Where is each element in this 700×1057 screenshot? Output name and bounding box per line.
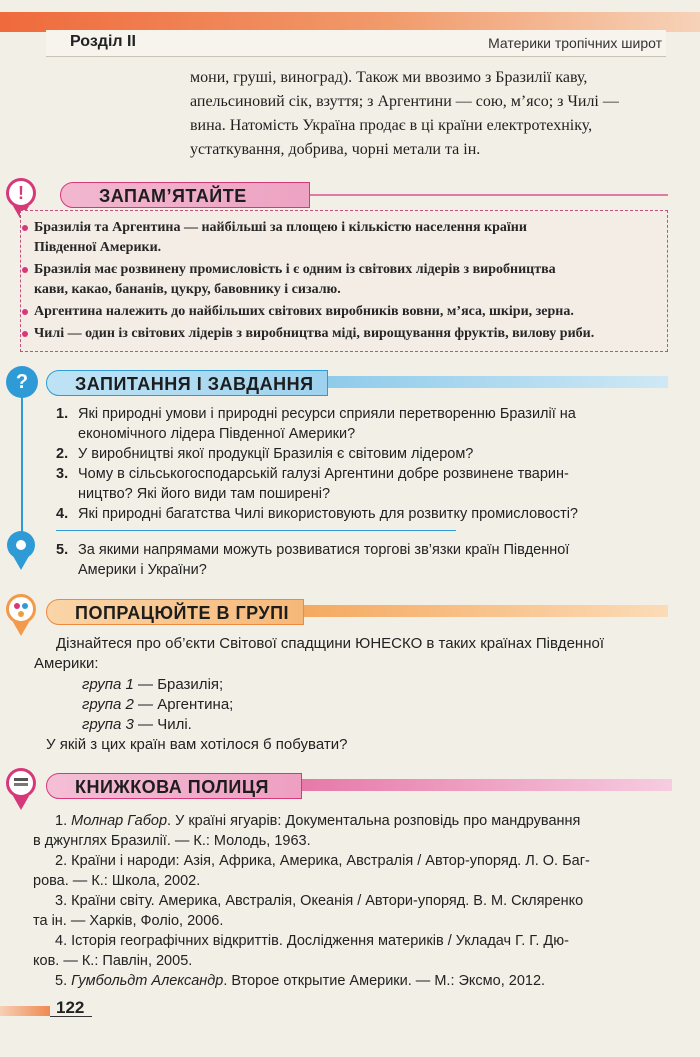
book-stack	[14, 778, 28, 781]
remember-head-line	[310, 194, 668, 196]
book-item	[33, 811, 675, 851]
footer-bar	[0, 1006, 50, 1016]
books-head-bar	[302, 779, 672, 791]
question-text: За якими напрямами можуть розвиватися торгові зв’язки країн Південної	[78, 542, 570, 558]
questions-heading	[46, 370, 328, 396]
group-item	[82, 675, 233, 695]
book-text: та ін. — Харків, Фоліо, 2006.	[33, 913, 224, 929]
question-number: 3.	[56, 466, 69, 482]
group-item	[82, 695, 233, 715]
group-country: — Аргентина;	[133, 696, 234, 713]
question-number: 2.	[56, 446, 69, 462]
group-intro	[34, 654, 99, 674]
person-dot	[18, 611, 24, 617]
bullet-icon	[22, 225, 28, 231]
question-number: 5.	[56, 542, 69, 558]
question-item	[56, 444, 676, 464]
intro-line: устаткування, добрива, чорні метали та ін.	[190, 141, 481, 158]
group-item	[82, 715, 233, 735]
question-text: Чому в сільськогосподарській галузі Аргентини добре розвинене тварин-	[78, 466, 569, 482]
remember-item-line: Південної Америки.	[34, 240, 162, 255]
remember-item-line: Чилі — один із світових лідерів з виробництва міді, вирощування фруктів, вилову риби.	[34, 326, 595, 341]
book-text: Історія географічних відкриттів. Дослідження материків / Укладач Г. Г. Дю-	[71, 933, 569, 949]
question-item	[56, 504, 676, 524]
question-number: 1.	[56, 406, 69, 422]
bullet-icon	[22, 331, 28, 337]
group-intro-line: Америки:	[34, 655, 99, 672]
bullet-icon	[22, 267, 28, 273]
question-text: У виробництві якої продукції Бразилія є світовим лідером?	[78, 446, 474, 462]
remember-item-line: кави, какао, бананів, цукру, бавовнику і сизалю.	[34, 282, 341, 297]
group-country: — Бразилія;	[133, 676, 224, 693]
group-heading	[46, 599, 304, 625]
group-label: група 2	[82, 696, 134, 713]
book-number: 2.	[55, 853, 68, 869]
intro-paragraph	[190, 66, 670, 162]
book-text: . У країні ягуарів: Документальна розповідь про мандрування	[167, 813, 581, 829]
page-number: 122	[56, 998, 85, 1017]
group-list	[82, 675, 233, 735]
question-item	[56, 404, 676, 444]
question-text: економічного лідера Південної Америки?	[78, 426, 356, 442]
intro-line: вина. Натомість Україна продає в ці країни електротехніку,	[190, 117, 593, 134]
book-number: 1.	[55, 813, 68, 829]
pin-center	[16, 540, 26, 550]
group-intro	[56, 634, 676, 654]
group-label: група 3	[82, 716, 134, 733]
questions-title: ЗАПИТАННЯ І ЗАВДАННЯ	[75, 374, 314, 394]
pin-tail	[13, 556, 29, 570]
group-title: ПОПРАЦЮЙТЕ В ГРУПІ	[75, 603, 290, 623]
question-text: Які природні умови і природні ресурси сприяли перетворенню Бразилії на	[78, 406, 576, 422]
book-item	[33, 891, 675, 931]
book-item	[33, 851, 675, 891]
group-head-bar	[304, 605, 668, 617]
group-label: група 1	[82, 676, 134, 693]
running-title: Материки тропічних широт	[488, 35, 662, 51]
exclamation-pin-icon: !	[6, 178, 36, 208]
books-heading	[46, 773, 302, 799]
book-text: в джунглях Бразилії. — К.: Молодь, 1963.	[33, 833, 311, 849]
book-stack	[14, 783, 28, 786]
question-text: Америки і України?	[78, 562, 207, 578]
person-dot	[14, 603, 20, 609]
group-question: У якій з цих країн вам хотілося б побувати?	[46, 736, 348, 753]
book-number: 3.	[55, 893, 68, 909]
questions-head-bar	[328, 376, 668, 388]
section-label: Розділ II	[70, 33, 136, 50]
questions-timeline-line	[21, 392, 23, 542]
group-people-icon	[6, 594, 36, 624]
question-number: 4.	[56, 506, 69, 522]
remember-title: ЗАПАМ’ЯТАЙТЕ	[99, 186, 247, 206]
remember-item-line: Бразилія та Аргентина — найбільші за площею і кількістю населення країни	[34, 220, 527, 235]
question-pin-icon: ?	[6, 366, 38, 398]
book-text: . Второе открытие Америки. — М.: Эксмо, 2012.	[223, 973, 546, 989]
question-item	[56, 464, 676, 504]
divider-line	[56, 530, 456, 531]
pin-tail	[13, 622, 29, 636]
remember-item	[34, 324, 664, 344]
book-text: Країни і народи: Азія, Африка, Америка, Австралія / Автор-упоряд. Л. О. Баг-	[71, 853, 590, 869]
intro-line: апельсиновий сік, взуття; з Аргентини — сою, м’ясо; з Чилі —	[190, 93, 619, 110]
group-country: — Чилі.	[133, 716, 192, 733]
book-author: Молнар Габор	[71, 813, 168, 829]
book-text: ков. — К.: Павлін, 2005.	[33, 953, 193, 969]
book-text: рова. — К.: Школа, 2002.	[33, 873, 201, 889]
bullet-icon	[22, 309, 28, 315]
remember-item-line: Аргентина належить до найбільших світових виробників вовни, м’яса, шкіри, зерна.	[34, 304, 574, 319]
book-number: 5.	[55, 973, 68, 989]
remember-item-line: Бразилія має розвинену промисловість і є одним із світових лідерів з виробництва	[34, 262, 556, 277]
remember-item	[34, 260, 664, 300]
question-text: ництво? Які його види там поширені?	[78, 486, 331, 502]
remember-heading	[60, 182, 310, 208]
question-text: Які природні багатства Чилі використовують для розвитку промисловості?	[78, 506, 578, 522]
intro-line: мони, груші, виноград). Також ми ввозимо з Бразилії каву,	[190, 69, 588, 86]
remember-item	[34, 218, 664, 258]
book-author: Гумбольдт Александр	[71, 973, 224, 989]
book-item	[55, 971, 675, 991]
book-item	[33, 931, 675, 971]
remember-item	[34, 302, 664, 322]
question-item	[56, 540, 676, 580]
book-text: Країни світу. Америка, Австралія, Океанія / Автори-упоряд. В. М. Скляренко	[71, 893, 584, 909]
person-dot	[22, 603, 28, 609]
pin-tail	[13, 796, 29, 810]
books-title: КНИЖКОВА ПОЛИЦЯ	[75, 777, 269, 797]
header-color-bar	[0, 12, 700, 32]
group-intro-line: Дізнайтеся про об’єкти Світової спадщини ЮНЕСКО в таких країнах Південної	[56, 635, 604, 652]
book-number: 4.	[55, 933, 68, 949]
